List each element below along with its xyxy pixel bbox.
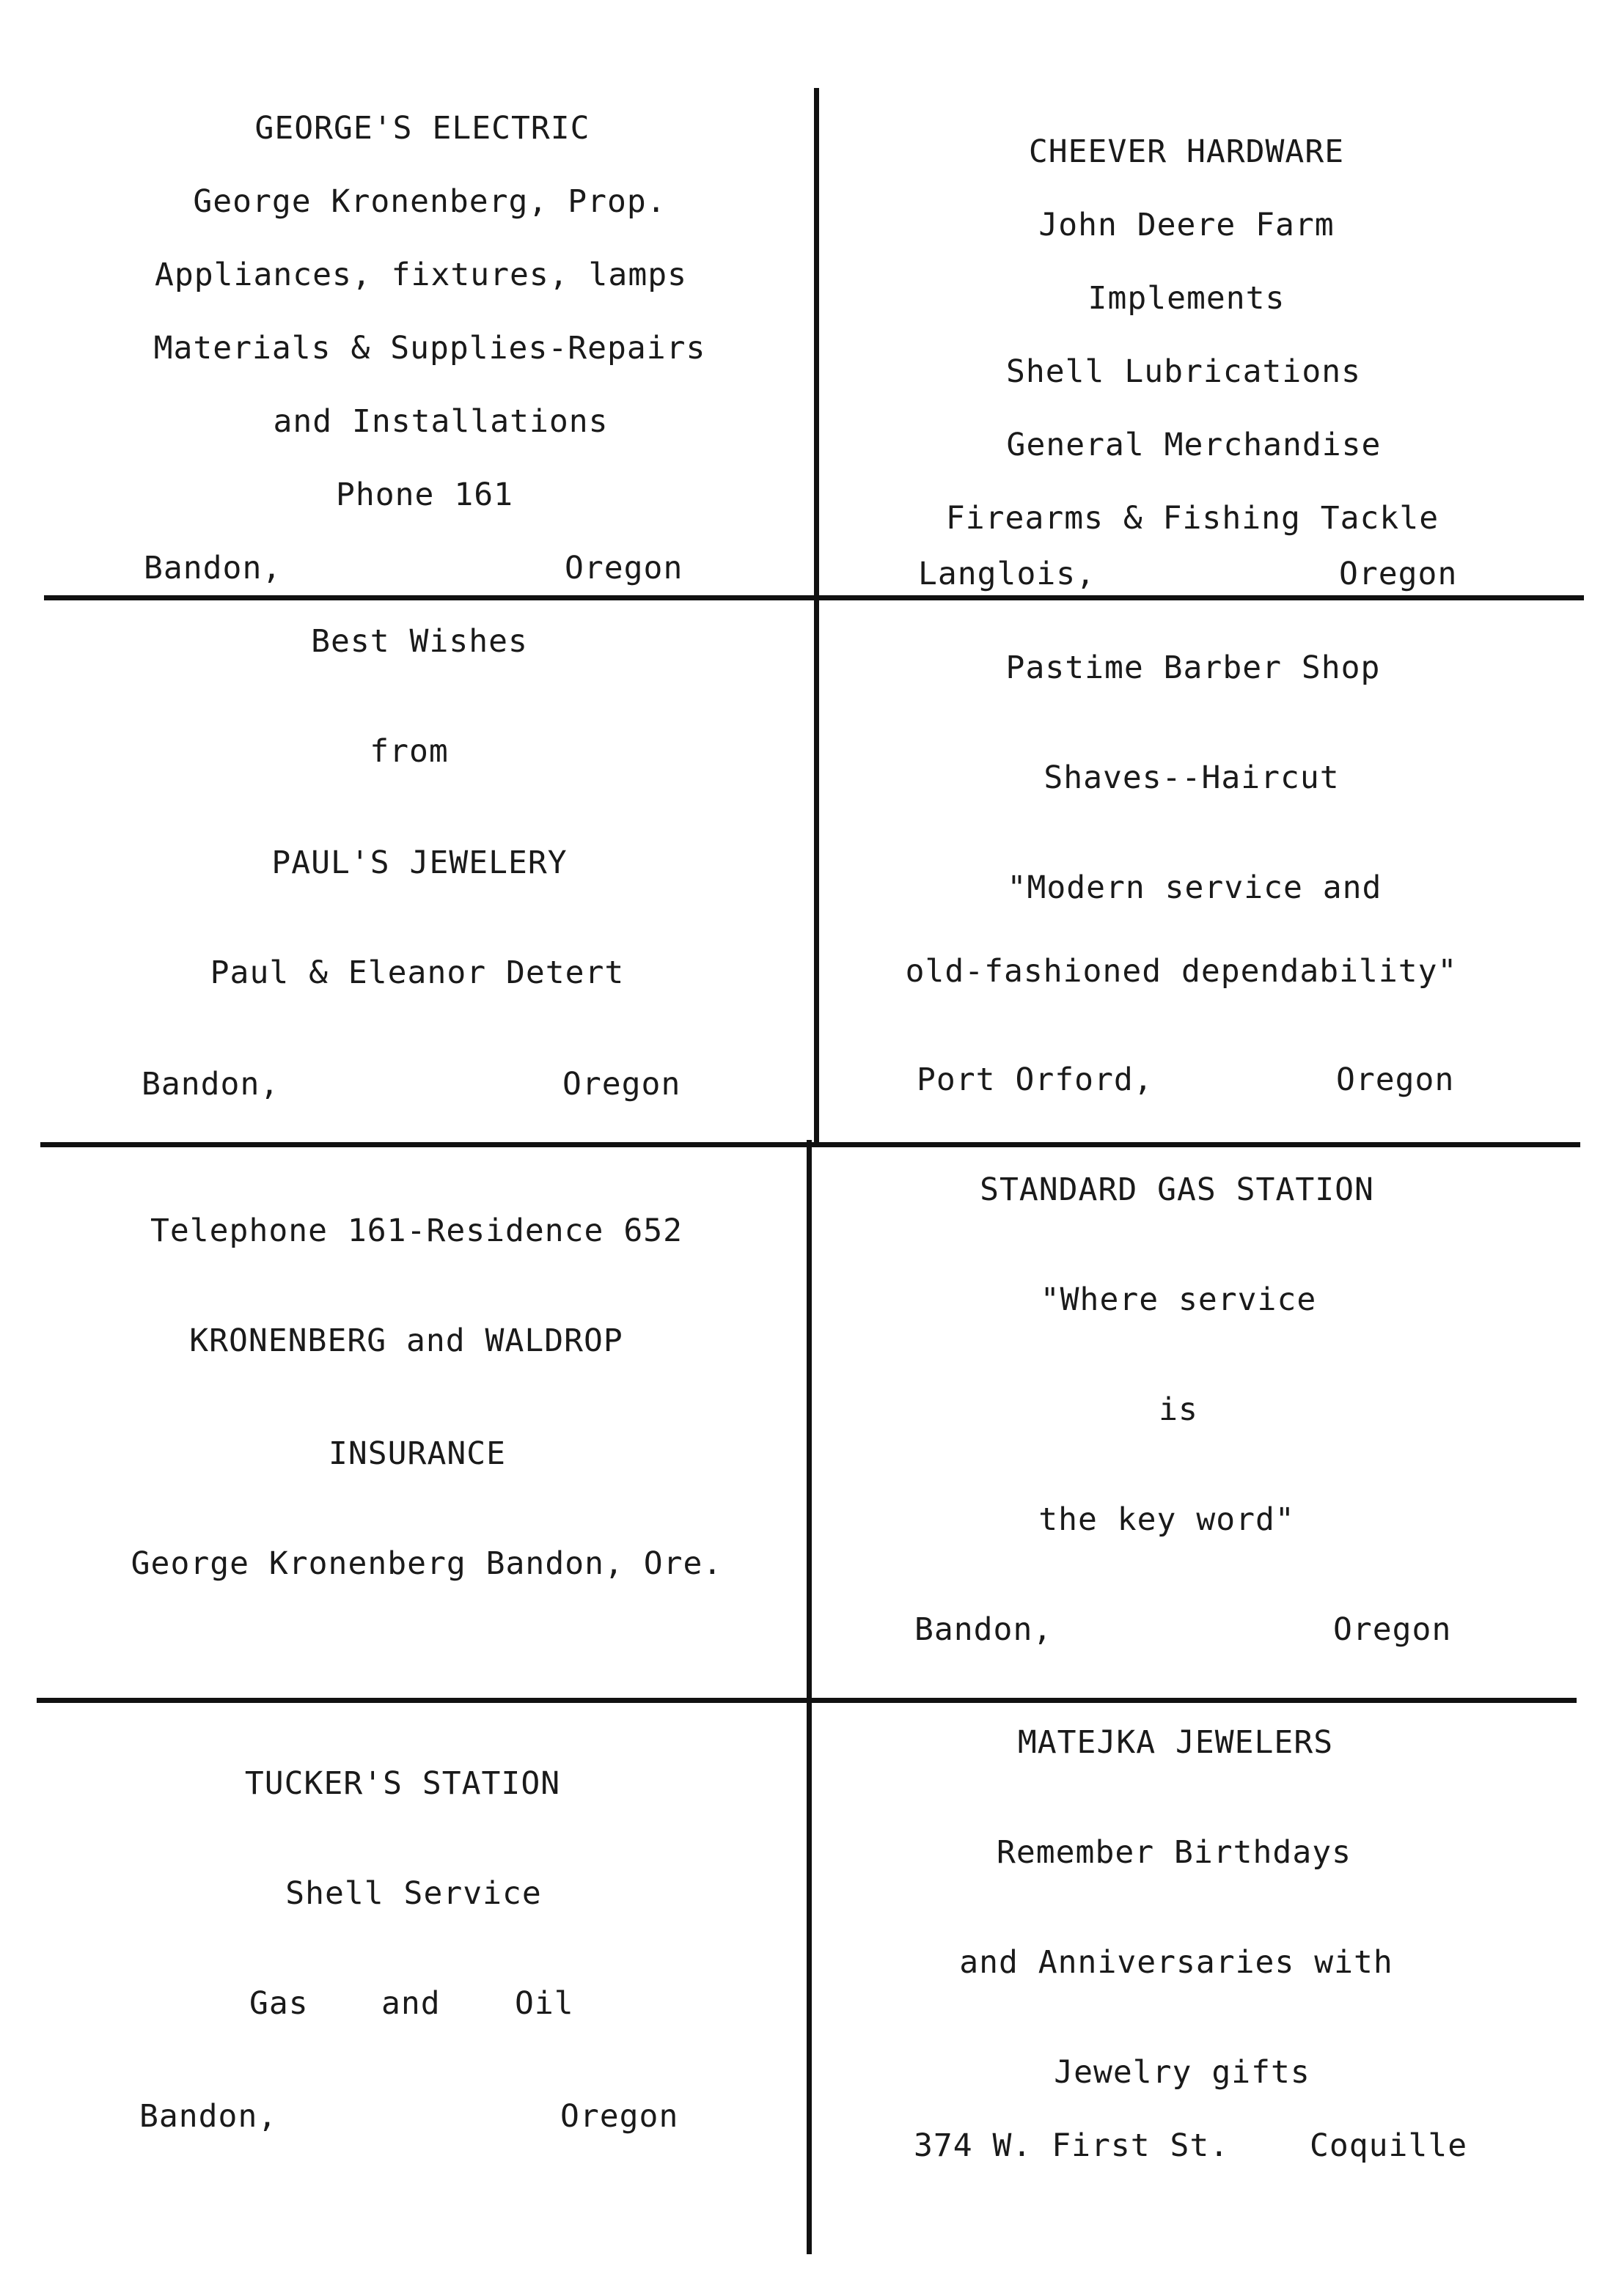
ad-state: Oregon <box>560 2098 679 2135</box>
ad-line: "Modern service and <box>1007 869 1382 906</box>
ad-line: and Installations <box>273 403 609 440</box>
vertical-divider-lower <box>807 1140 812 2254</box>
ad-gas: Gas <box>249 1985 309 2022</box>
ad-state: Oregon <box>1336 1061 1455 1098</box>
ad-and: and <box>381 1985 441 2022</box>
ad-line: Jewelry gifts <box>1054 2054 1310 2091</box>
ad-line: General Merchandise <box>1006 427 1382 463</box>
ad-line: George Kronenberg Bandon, Ore. <box>131 1545 723 1582</box>
ad-line: INSURANCE <box>329 1435 506 1472</box>
ad-line: Remember Birthdays <box>997 1834 1351 1871</box>
ad-line: Materials & Supplies-Repairs <box>153 330 706 367</box>
ad-line: Firearms & Fishing Tackle <box>945 500 1439 537</box>
horizontal-divider-1 <box>44 595 1584 600</box>
ad-line: George Kronenberg, Prop. <box>193 183 667 220</box>
ad-line: and Anniversaries with <box>959 1944 1393 1981</box>
ad-line: Implements <box>1087 280 1285 317</box>
ad-title: STANDARD GAS STATION <box>980 1171 1374 1208</box>
ad-city: Bandon, <box>914 1611 1053 1648</box>
ad-line: Paul & Eleanor Detert <box>210 954 625 991</box>
ad-title: KRONENBERG and WALDROP <box>189 1322 623 1359</box>
ad-title: GEORGE'S ELECTRIC <box>254 110 590 147</box>
ad-line: Shell Service <box>285 1875 542 1912</box>
horizontal-divider-3 <box>37 1698 1577 1703</box>
ad-title: CHEEVER HARDWARE <box>1028 133 1345 170</box>
ad-state: Oregon <box>1333 1611 1452 1648</box>
ad-city: Langlois, <box>918 556 1096 592</box>
ad-line: from <box>370 733 449 770</box>
ad-city: Bandon, <box>142 1066 280 1103</box>
ad-line: the key word" <box>1038 1501 1295 1538</box>
ad-line: John Deere Farm <box>1038 207 1335 243</box>
ad-line: Best Wishes <box>311 623 528 660</box>
ad-title: Pastime Barber Shop <box>1005 650 1381 686</box>
ad-line: old-fashioned dependability" <box>905 953 1458 990</box>
ad-line: Shaves--Haircut <box>1043 759 1340 796</box>
ad-address: 374 W. First St. <box>914 2127 1230 2164</box>
ad-city: Bandon, <box>139 2098 278 2135</box>
ad-line: is <box>1159 1391 1198 1428</box>
ad-city: Bandon, <box>144 550 282 586</box>
horizontal-divider-2 <box>40 1142 1580 1147</box>
ad-city: Port Orford, <box>917 1061 1153 1098</box>
ad-state: Oregon <box>1339 556 1458 592</box>
ad-title: TUCKER'S STATION <box>244 1765 561 1802</box>
ad-title: MATEJKA JEWELERS <box>1017 1724 1334 1761</box>
ad-phone: Telephone 161-Residence 652 <box>150 1213 683 1249</box>
ad-state: Oregon <box>565 550 683 586</box>
vertical-divider-upper <box>814 88 819 1144</box>
ad-line: Shell Lubrications <box>1006 353 1361 390</box>
ad-line: Appliances, fixtures, lamps <box>155 257 687 293</box>
ad-oil: Oil <box>515 1985 574 2022</box>
ad-state: Oregon <box>562 1066 681 1103</box>
ad-line: "Where service <box>1040 1281 1317 1318</box>
ad-town: Coquille <box>1310 2127 1468 2164</box>
ad-phone: Phone 161 <box>336 477 513 513</box>
ad-title: PAUL'S JEWELERY <box>271 845 568 881</box>
